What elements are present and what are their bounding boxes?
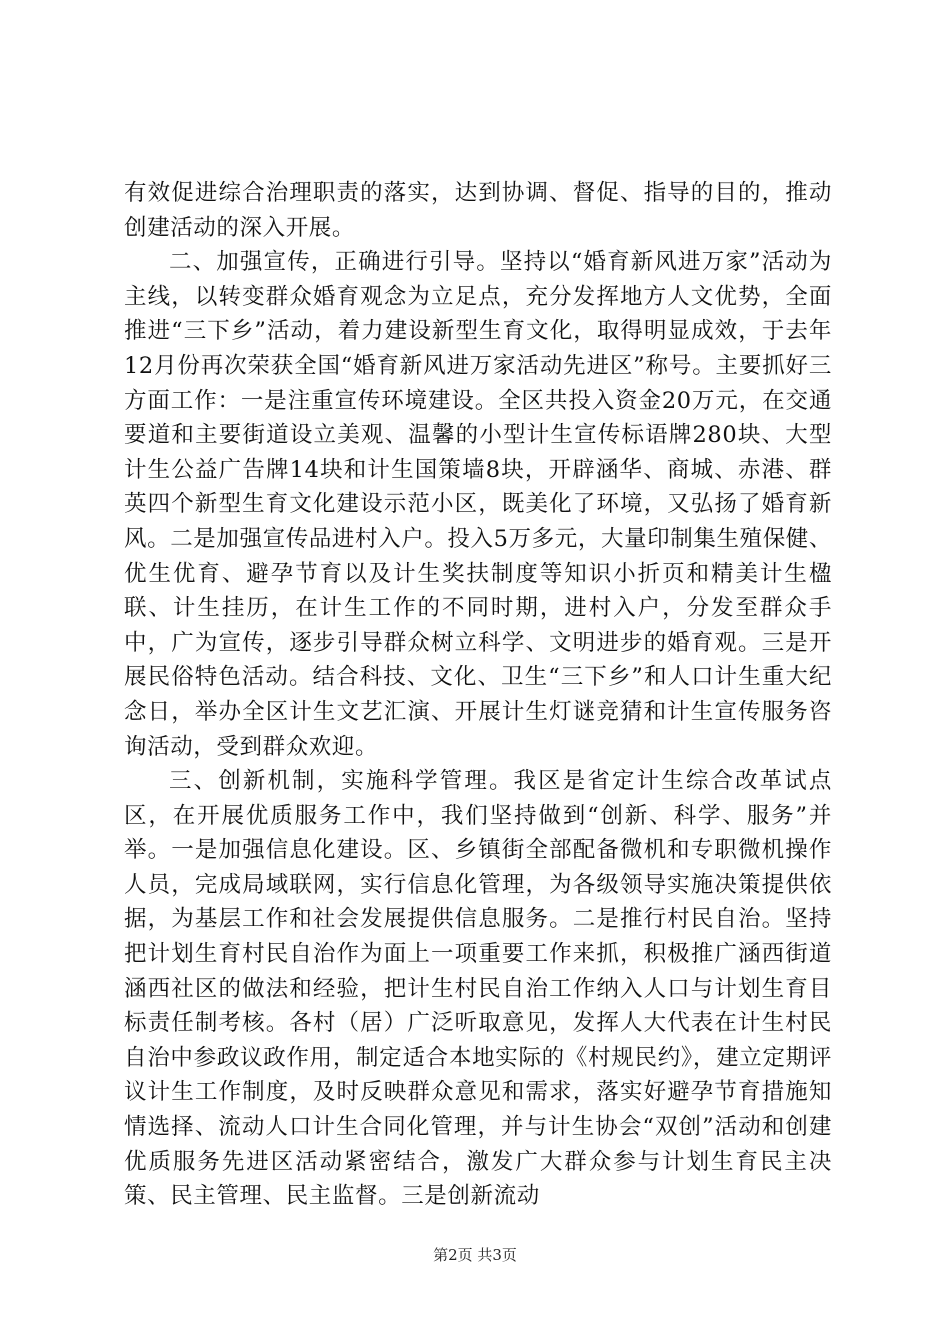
paragraph-innovation: 三、创新机制，实施科学管理。我区是省定计生综合改革试点区，在开展优质服务工作中，我们坚持做到“创新、科学、服务”并举。一是加强信息化建设。区、乡镇街全部配备微机和专职微机操作人员，完成局域联网，实行信息化管理，为各级领导实施决策提供依据，为基层工作和社会发展提供信息服务。二是推行村民自治。坚持把计划生育村民自治作为面上一项重要工作来抓，积极推广涵西街道涵西社区的做法和经验，把计生村民自治工作纳入人口与计划生育目标责任制考核。各村（居）广泛听取意见，发挥人大代表在计生村民自治中参政议政作用，制定适合本地实际的《村规民约》，建立定期评议计生工作制度，及时反映群众意见和需求，落实好避孕节育措施知情选择、流动人口计生合同化管理，并与计生协会“双创”活动和创建优质服务先进区活动紧密结合，激发广大群众参与计划生育民主决策、民主管理、民主监督。三是创新流动 — [124, 768, 832, 1210]
body-text — [124, 176, 832, 1214]
page-footer — [0, 1245, 950, 1265]
page-number: 第2页 共3页 — [433, 1246, 517, 1264]
paragraph-continuation: 有效促进综合治理职责的落实，达到协调、督促、指导的目的，推动创建活动的深入开展。 — [124, 180, 832, 241]
paragraph-publicity: 二、加强宣传，正确进行引导。坚持以“婚育新风进万家”活动为主线，以转变群众婚育观念为立足点，充分发挥地方人文优势，全面推进“三下乡”活动，着力建设新型生育文化，取得明显成效，于去年12月份再次荣获全国“婚育新风进万家活动先进区”称号。主要抓好三方面工作：一是注重宣传环境建设。全区共投入资金20万元，在交通要道和主要街道设立美观、温馨的小型计生宣传标语牌280块、大型计生公益广告牌14块和计生国策墙8块，开辟涵华、商城、赤港、群英四个新型生育文化建设示范小区，既美化了环境，又弘扬了婚育新风。二是加强宣传品进村入户。投入5万多元，大量印制集生殖保健、优生优育、避孕节育以及计生奖扶制度等知识小折页和精美计生楹联、计生挂历，在计生工作的不同时期，进村入户，分发至群众手中，广为宣传，逐步引导群众树立科学、文明进步的婚育观。三是开展民俗特色活动。结合科技、文化、卫生“三下乡”和人口计生重大纪念日，举办全区计生文艺汇演、开展计生灯谜竞猜和计生宣传服务咨询活动，受到群众欢迎。 — [124, 249, 832, 760]
